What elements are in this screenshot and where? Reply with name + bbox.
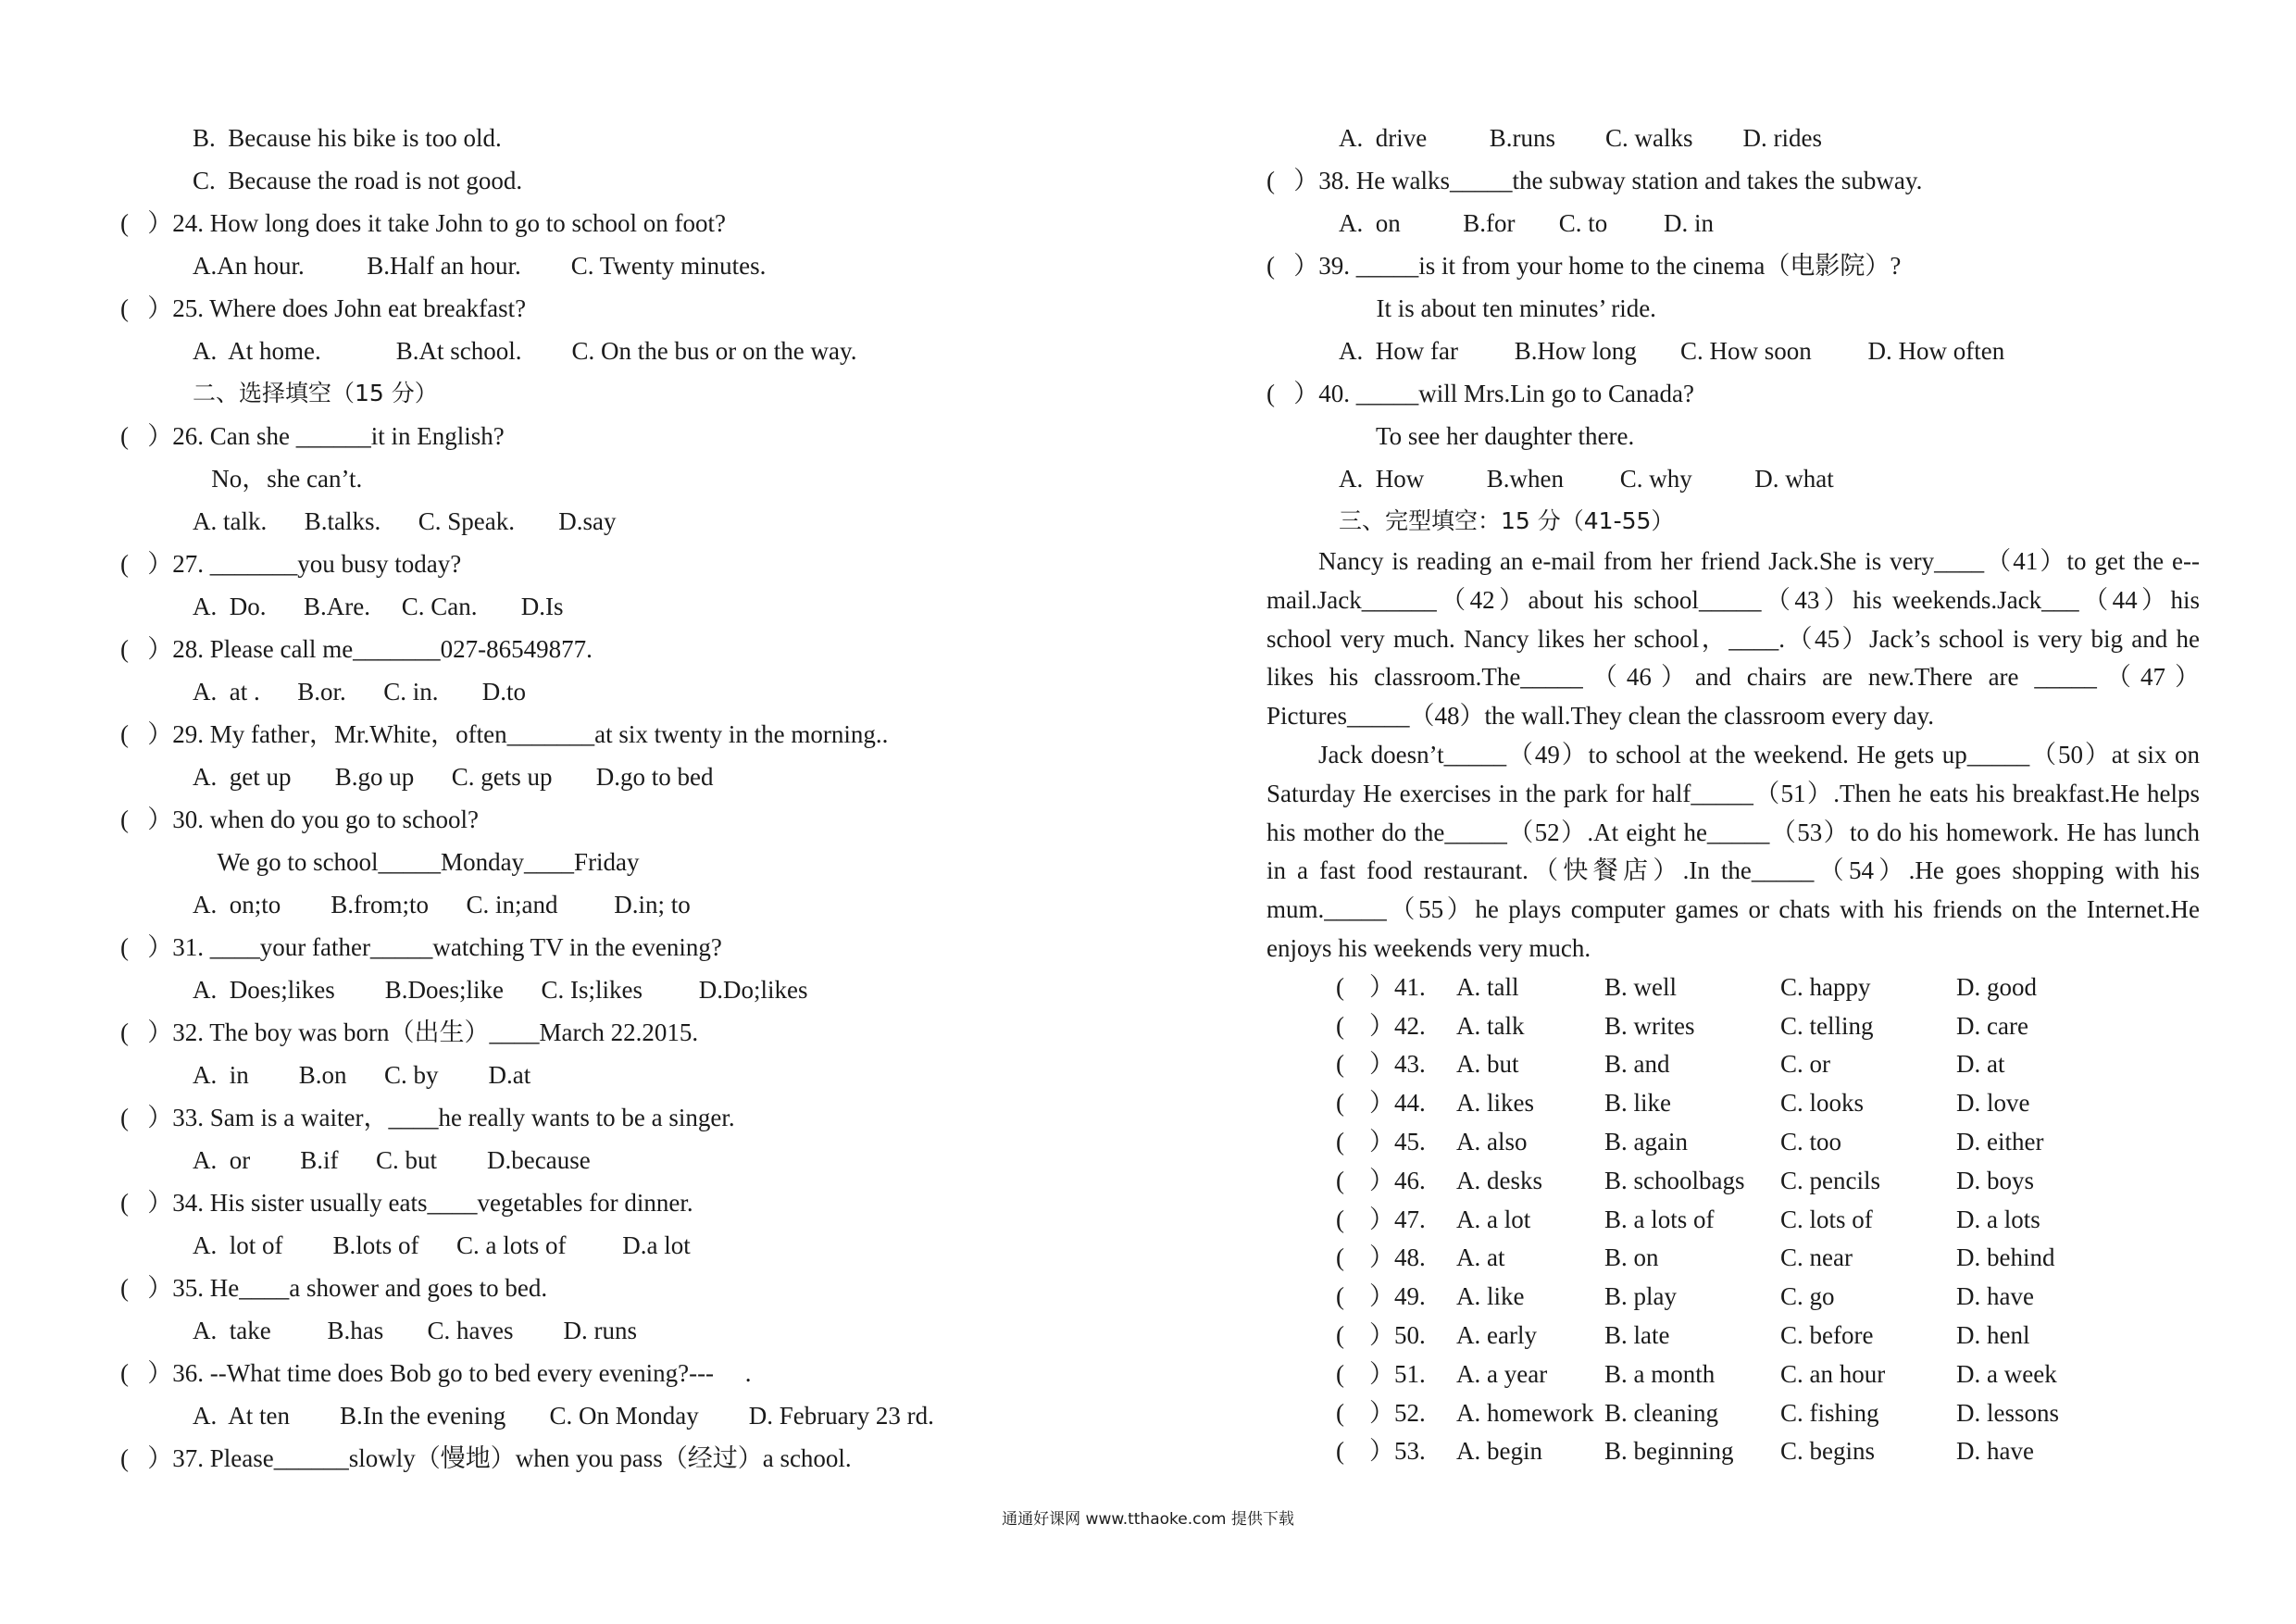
question-line: ( ）35. He____a shower and goes to bed. xyxy=(120,1274,548,1302)
cloze-option-row xyxy=(1336,1355,2200,1394)
question-line: ( ）29. My father，Mr.White，often_______at six twenty in the morning.. xyxy=(120,720,889,748)
option-a: A. early xyxy=(1456,1320,1537,1349)
option-b: B. writes xyxy=(1604,1011,1695,1040)
question-line: ( ）27. _______you busy today? xyxy=(120,550,462,578)
cloze-option-row xyxy=(1336,1394,2200,1433)
question-line: A. How far B.How long C. How soon D. How often xyxy=(1339,337,2005,365)
question-line: ( ）39. _____is it from your home to the cinema（电影院）? xyxy=(1267,252,1902,280)
question-number: ( ）52. xyxy=(1336,1398,1426,1427)
option-b: B. a month xyxy=(1604,1359,1716,1388)
question-number: ( ）43. xyxy=(1336,1050,1426,1079)
cloze-option-row xyxy=(1336,1239,2200,1278)
page-footer: 通通好课网 www.tthaoke.com 提供下载 xyxy=(1002,1510,1294,1529)
option-a: A. begin xyxy=(1456,1437,1542,1466)
option-b: B. schoolbags xyxy=(1604,1166,1745,1194)
cloze-option-row xyxy=(1336,1045,2200,1084)
cloze-option-row xyxy=(1336,1432,2200,1471)
question-line: C. Because the road is not good. xyxy=(193,167,523,194)
question-line: A. talk. B.talks. C. Speak. D.say xyxy=(193,507,617,535)
option-d: D. have xyxy=(1956,1437,2034,1466)
question-line: A. on;to B.from;to C. in;and D.in; to xyxy=(193,891,691,918)
option-d: D. henl xyxy=(1956,1320,2030,1349)
question-line: A. or B.if C. but D.because xyxy=(193,1146,591,1174)
option-d: D. either xyxy=(1956,1127,2044,1156)
question-number: ( ）53. xyxy=(1336,1437,1426,1466)
question-line: A.An hour. B.Half an hour. C. Twenty minutes. xyxy=(193,252,767,280)
question-line: ( ）31. ____your father_____watching TV in the evening? xyxy=(120,933,722,961)
question-line: It is about ten minutes’ ride. xyxy=(1364,294,1656,322)
question-line: B. Because his bike is too old. xyxy=(193,124,502,152)
option-c: C. an hour xyxy=(1780,1359,1886,1388)
option-c: C. too xyxy=(1780,1127,1842,1156)
option-d: D. behind xyxy=(1956,1243,2055,1272)
cloze-option-row xyxy=(1336,968,2200,1007)
question-line: A. on B.for C. to D. in xyxy=(1339,209,1714,237)
option-a: A. desks xyxy=(1456,1166,1542,1194)
question-line: A. in B.on C. by D.at xyxy=(193,1061,531,1089)
option-c: C. pencils xyxy=(1780,1166,1880,1194)
question-line: ( ）40. _____will Mrs.Lin go to Canada? xyxy=(1267,380,1694,407)
option-d: D. lessons xyxy=(1956,1398,2060,1427)
question-line: A. How B.when C. why D. what xyxy=(1339,465,1834,493)
question-line: ( ）38. He walks_____the subway station and takes the subway. xyxy=(1267,167,1923,194)
option-c: C. happy xyxy=(1780,972,1871,1001)
question-number: ( ）50. xyxy=(1336,1320,1426,1349)
option-b: B. like xyxy=(1604,1089,1671,1118)
right-column xyxy=(1267,117,2200,1471)
passage-paragraph-2: Jack doesn’t_____（49）to school at the weekend. He gets up_____（50）at six on Saturday He exercises in the park for half_____（51）.Then he eats his breakfast.He helps his mother do the_____（52）.At eight he_____（53）to do his homework. He has lunch in a fast food restaurant.（快餐店）.In the_____（54）.He goes shopping with his mum._____（55）he plays computer games or chats with his friends on the Internet.He enjoys his weekends very much. xyxy=(1267,740,2200,962)
question-line: ( ）37. Please______slowly（慢地）when you pass（经过）a school. xyxy=(120,1444,852,1472)
option-b: B. a lots of xyxy=(1604,1205,1715,1233)
option-c: C. before xyxy=(1780,1320,1874,1349)
question-number: ( ）41. xyxy=(1336,972,1426,1001)
option-c: C. lots of xyxy=(1780,1205,1873,1233)
question-line: A. Do. B.Are. C. Can. D.Is xyxy=(193,593,564,620)
option-c: C. looks xyxy=(1780,1089,1865,1118)
question-line: ( ）32. The boy was born（出生）____March 22.2015. xyxy=(120,1018,699,1046)
option-a: A. at xyxy=(1456,1243,1505,1272)
cloze-option-row xyxy=(1336,1123,2200,1162)
option-a: A. tall xyxy=(1456,972,1519,1001)
option-c: C. or xyxy=(1780,1050,1830,1079)
option-d: D. care xyxy=(1956,1011,2028,1040)
question-line: ( ）30. when do you go to school? xyxy=(120,806,479,833)
option-c: C. go xyxy=(1780,1282,1835,1311)
option-d: D. a lots xyxy=(1956,1205,2040,1233)
question-line: ( ）33. Sam is a waiter，____he really wants to be a singer. xyxy=(120,1104,735,1131)
question-line: ( ）24. How long does it take John to go to school on foot? xyxy=(120,209,726,237)
option-d: D. good xyxy=(1956,972,2037,1001)
option-c: C. begins xyxy=(1780,1437,1876,1466)
option-d: D. love xyxy=(1956,1089,2030,1118)
question-line: ( ）26. Can she ______it in English? xyxy=(120,422,505,450)
question-line: A. drive B.runs C. walks D. rides xyxy=(1339,124,1822,152)
option-b: B. again xyxy=(1604,1127,1688,1156)
section-heading: 二、选择填空（15 分） xyxy=(193,380,438,406)
option-d: D. at xyxy=(1956,1050,2005,1079)
option-b: B. beginning xyxy=(1604,1437,1734,1466)
question-number: ( ）51. xyxy=(1336,1359,1426,1388)
question-line: A. get up B.go up C. gets up D.go to bed xyxy=(193,763,714,791)
option-c: C. near xyxy=(1780,1243,1853,1272)
question-number: ( ）47. xyxy=(1336,1205,1426,1233)
question-line: A. lot of B.lots of C. a lots of D.a lot xyxy=(193,1231,691,1259)
question-number: ( ）48. xyxy=(1336,1243,1426,1272)
cloze-option-row xyxy=(1336,1084,2200,1123)
cloze-option-row xyxy=(1336,1162,2200,1201)
option-a: A. also xyxy=(1456,1127,1528,1156)
question-line: ( ）36. --What time does Bob go to bed every evening?--- . xyxy=(120,1359,752,1387)
cloze-option-row xyxy=(1336,1007,2200,1046)
option-b: B. late xyxy=(1604,1320,1670,1349)
option-a: A. homework xyxy=(1456,1398,1594,1427)
passage-paragraph-1: Nancy is reading an e-mail from her friend Jack.She is very____（41）to get the e--mail.Jack______（42）about his school_____（43）his weekends.Jack___（44）his school very much. Nancy likes her school，____.（45）Jack’s school is very big and he likes his classroom.The_____（46）and chairs are new.There are _____（47）Pictures_____（48）the wall.They clean the classroom every day. xyxy=(1267,547,2200,731)
question-number: ( ）45. xyxy=(1336,1127,1426,1156)
option-a: A. talk xyxy=(1456,1011,1525,1040)
option-b: B. play xyxy=(1604,1282,1677,1311)
question-number: ( ）46. xyxy=(1336,1166,1426,1194)
option-a: A. like xyxy=(1456,1282,1525,1311)
question-number: ( ）42. xyxy=(1336,1011,1426,1040)
option-a: A. but xyxy=(1456,1050,1519,1079)
cloze-passage xyxy=(1267,543,2200,968)
question-line: A. at . B.or. C. in. D.to xyxy=(193,678,527,706)
question-number: ( ）44. xyxy=(1336,1089,1426,1118)
right-questions xyxy=(1267,117,2200,543)
option-d: D. have xyxy=(1956,1282,2034,1311)
question-number: ( ）49. xyxy=(1336,1282,1426,1311)
option-b: B. cleaning xyxy=(1604,1398,1718,1427)
section-heading: 三、完型填空：15 分（41-55） xyxy=(1339,507,1675,534)
question-line: We go to school_____Monday____Friday xyxy=(193,848,640,876)
question-line: ( ）34. His sister usually eats____vegetables for dinner. xyxy=(120,1189,693,1217)
option-d: D. a week xyxy=(1956,1359,2057,1388)
option-b: B. on xyxy=(1604,1243,1659,1272)
question-line: ( ）25. Where does John eat breakfast? xyxy=(120,294,527,322)
option-b: B. well xyxy=(1604,972,1677,1001)
cloze-option-row xyxy=(1336,1201,2200,1240)
question-line: No，she can’t. xyxy=(193,465,363,493)
cloze-option-row xyxy=(1336,1317,2200,1355)
option-b: B. and xyxy=(1604,1050,1670,1079)
cloze-option-row xyxy=(1336,1278,2200,1317)
question-line: To see her daughter there. xyxy=(1364,422,1635,450)
question-line: ( ）28. Please call me_______027-86549877. xyxy=(120,635,593,663)
option-c: C. telling xyxy=(1780,1011,1874,1040)
option-a: A. a year xyxy=(1456,1359,1548,1388)
option-a: A. a lot xyxy=(1456,1205,1531,1233)
question-line: A. At ten B.In the evening C. On Monday D. February 23 rd. xyxy=(193,1402,934,1430)
question-line: A. take B.has C. haves D. runs xyxy=(193,1317,637,1344)
left-column xyxy=(120,117,1194,1480)
question-line: A. At home. B.At school. C. On the bus or on the way. xyxy=(193,337,857,365)
question-line: A. Does;likes B.Does;like C. Is;likes D.Do;likes xyxy=(193,976,808,1004)
option-a: A. likes xyxy=(1456,1089,1534,1118)
cloze-options xyxy=(1267,968,2200,1471)
option-c: C. fishing xyxy=(1780,1398,1879,1427)
option-d: D. boys xyxy=(1956,1166,2035,1194)
